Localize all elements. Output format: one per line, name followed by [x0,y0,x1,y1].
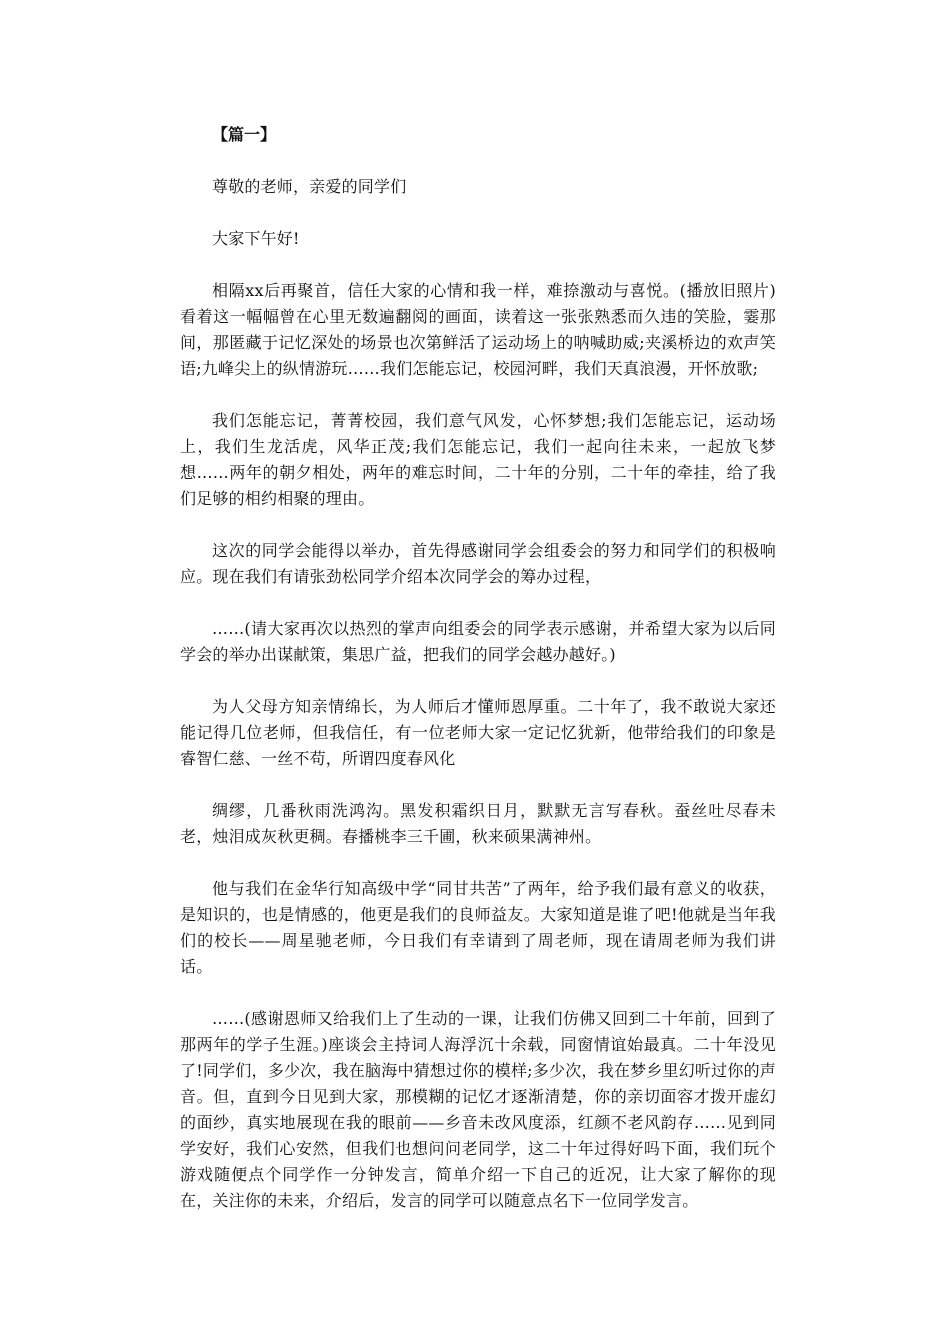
paragraph-teachers: 为人父母方知亲情绵长，为人师后才懂师恩厚重。二十年了，我不敢说大家还能记得几位老师，但我信任，有一位老师大家一定记忆犹新，他带给我们的印象是睿智仁慈、一丝不苟，所谓四度春风化 [180,697,776,768]
greeting: 大家下午好! [212,229,300,248]
paragraph-poem: 绸缪，几番秋雨洗鸿沟。黑发积霜织日月，默默无言写春秋。蚕丝吐尽春未老，烛泪成灰秋更稠。春播桃李三千圃，秋来硕果满神州。 [180,801,776,846]
paragraph-game: ……(感谢恩师又给我们上了生动的一课，让我们仿佛又回到二十年前，回到了那两年的学子生涯。)座谈会主持词人海浮沉十余载，同窗情谊始最真。二十年没见了!同学们，多少次，我在脑海中猜想过你的模样;多少次，我在梦乡里幻听过你的声音。但，直到今日见到大家，那模糊的记忆才逐渐清楚，你的亲切面容才拨开虚幻的面纱，真实地展现在我的眼前——乡音未改风度添，红颜不老风韵存……见到同学安好，我们心安然，但我们也想问问老同学，这二十年过得好吗下面，我们玩个游戏随便点个同学作一分钟发言，简单介绍一下自己的近况，让大家了解你的现在，关注你的未来，介绍后，发言的同学可以随意点名下一位同学发言。 [180,1009,776,1210]
section-heading: 【篇一】 [212,125,277,144]
salutation: 尊敬的老师，亲爱的同学们 [212,177,407,196]
paragraph-applause: ……(请大家再次以热烈的掌声向组委会的同学表示感谢，并希望大家为以后同学会的举办出谋献策，集思广益，把我们的同学会越办越好。) [180,619,776,664]
document-body [180,122,776,1240]
paragraph-reunion: 相隔xx后再聚首，信任大家的心情和我一样，难捺激动与喜悦。(播放旧照片)看着这一幅幅曾在心里无数遍翻阅的画面，读着这一张张熟悉而久违的笑脸，霎那间，那匿藏于记忆深处的场景也次第鲜活了运动场上的呐喊助威;夹溪桥边的欢声笑语;九峰尖上的纵情游玩……我们怎能忘记，校园河畔，我们天真浪漫，开怀放歌; [180,281,776,378]
paragraph-memories: 我们怎能忘记，菁菁校园，我们意气风发，心怀梦想;我们怎能忘记，运动场上，我们生龙活虎，风华正茂;我们怎能忘记，我们一起向往未来，一起放飞梦想……两年的朝夕相处，两年的难忘时间，二十年的分别，二十年的牵挂，给了我们足够的相约相聚的理由。 [180,411,776,508]
paragraph-thanks: 这次的同学会能得以举办，首先得感谢同学会组委会的努力和同学们的积极响应。现在我们有请张劲松同学介绍本次同学会的筹办过程， [180,541,776,586]
paragraph-principal: 他与我们在金华行知高级中学“同甘共苦”了两年，给予我们最有意义的收获，是知识的，也是情感的，他更是我们的良师益友。大家知道是谁了吧!他就是当年我们的校长——周星驰老师，今日我们有幸请到了周老师，现在请周老师为我们讲话。 [180,879,776,976]
